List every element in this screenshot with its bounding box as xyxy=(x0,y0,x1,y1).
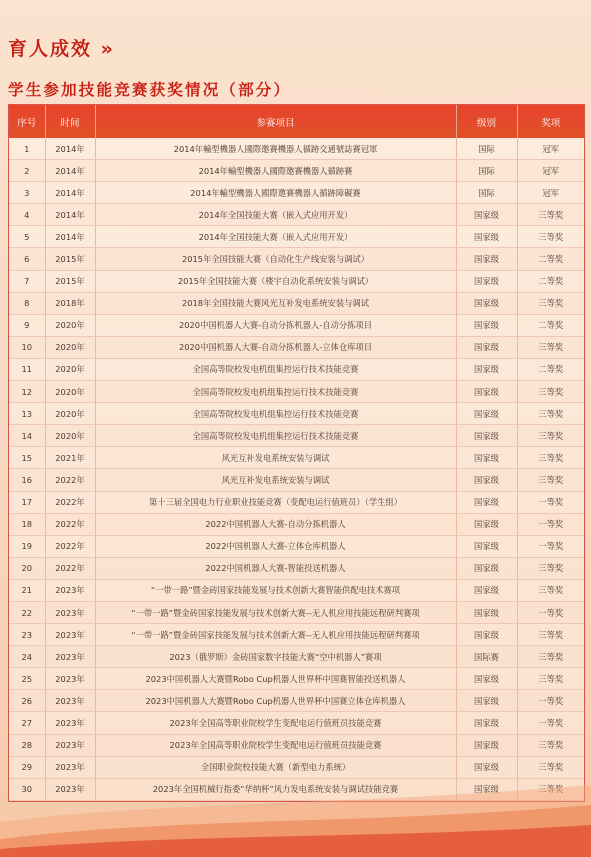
awards-table-container xyxy=(8,104,585,802)
cell-level: 国家级 xyxy=(456,668,517,690)
table-row xyxy=(9,403,584,425)
cell-award: 三等奖 xyxy=(517,579,584,601)
cell-event: 2014年全国技能大赛（嵌入式应用开发） xyxy=(95,226,456,248)
cell-time: 2023年 xyxy=(45,646,95,668)
cell-event: 2015年全国技能大赛（自动化生产线安装与调试） xyxy=(95,248,456,270)
cell-award: 一等奖 xyxy=(517,535,584,557)
cell-event: 全国高等院校发电机组集控运行技术技能竞赛 xyxy=(95,381,456,403)
table-row xyxy=(9,381,584,403)
cell-award: 冠军 xyxy=(517,160,584,182)
cell-time: 2015年 xyxy=(45,248,95,270)
cell-index: 29 xyxy=(9,756,45,778)
cell-level: 国家级 xyxy=(456,601,517,623)
cell-level: 国家级 xyxy=(456,425,517,447)
cell-award: 二等奖 xyxy=(517,270,584,292)
cell-level: 国家级 xyxy=(456,248,517,270)
cell-index: 24 xyxy=(9,646,45,668)
table-row xyxy=(9,668,584,690)
cell-level: 国家级 xyxy=(456,314,517,336)
cell-time: 2023年 xyxy=(45,712,95,734)
cell-event: 2014年全国技能大赛（嵌入式应用开发） xyxy=(95,204,456,226)
cell-level: 国家级 xyxy=(456,381,517,403)
cell-index: 19 xyxy=(9,535,45,557)
cell-index: 4 xyxy=(9,204,45,226)
cell-event: 全国职业院校技能大赛（新型电力系统） xyxy=(95,756,456,778)
cell-index: 16 xyxy=(9,469,45,491)
cell-event: 2014年輸型機器人國際邀賽機器人循跡障礙賽 xyxy=(95,182,456,204)
cell-level: 国家级 xyxy=(456,513,517,535)
awards-table xyxy=(9,105,584,801)
cell-award: 一等奖 xyxy=(517,601,584,623)
cell-award: 三等奖 xyxy=(517,425,584,447)
cell-index: 14 xyxy=(9,425,45,447)
cell-event: 风光互补发电系统安装与调试 xyxy=(95,469,456,491)
table-row xyxy=(9,491,584,513)
cell-index: 27 xyxy=(9,712,45,734)
cell-level: 国际 xyxy=(456,182,517,204)
cell-level: 国家级 xyxy=(456,469,517,491)
cell-index: 28 xyxy=(9,734,45,756)
cell-index: 7 xyxy=(9,270,45,292)
cell-award: 三等奖 xyxy=(517,778,584,800)
cell-level: 国家级 xyxy=(456,292,517,314)
cell-event: “一带一路”暨金砖国家技能发展与技术创新大赛--无人机应用技能远程研判赛项 xyxy=(95,624,456,646)
cell-event: 2023年全国高等职业院校学生变配电运行值班员技能竞赛 xyxy=(95,734,456,756)
table-row xyxy=(9,646,584,668)
table-row xyxy=(9,579,584,601)
cell-award: 三等奖 xyxy=(517,756,584,778)
cell-index: 6 xyxy=(9,248,45,270)
cell-time: 2018年 xyxy=(45,292,95,314)
cell-award: 三等奖 xyxy=(517,403,584,425)
cell-index: 8 xyxy=(9,292,45,314)
cell-time: 2014年 xyxy=(45,226,95,248)
cell-level: 国家级 xyxy=(456,270,517,292)
cell-level: 国家级 xyxy=(456,447,517,469)
table-row xyxy=(9,469,584,491)
column-header-index: 序号 xyxy=(9,105,45,138)
table-row xyxy=(9,690,584,712)
column-header-event: 参赛项目 xyxy=(95,105,456,138)
cell-time: 2022年 xyxy=(45,557,95,579)
cell-event: 风光互补发电系统安装与调试 xyxy=(95,447,456,469)
cell-level: 国家级 xyxy=(456,690,517,712)
cell-award: 三等奖 xyxy=(517,447,584,469)
column-header-level: 级别 xyxy=(456,105,517,138)
table-row xyxy=(9,138,584,160)
cell-index: 11 xyxy=(9,358,45,380)
cell-award: 一等奖 xyxy=(517,712,584,734)
cell-index: 13 xyxy=(9,403,45,425)
cell-award: 三等奖 xyxy=(517,292,584,314)
cell-index: 30 xyxy=(9,778,45,800)
cell-index: 3 xyxy=(9,182,45,204)
cell-award: 二等奖 xyxy=(517,358,584,380)
cell-level: 国家级 xyxy=(456,336,517,358)
cell-award: 三等奖 xyxy=(517,646,584,668)
cell-level: 国家级 xyxy=(456,756,517,778)
cell-event: 2015年全国技能大赛（楼宇自动化系统安装与调试） xyxy=(95,270,456,292)
cell-time: 2020年 xyxy=(45,381,95,403)
table-title: 学生参加技能竞赛获奖情况（部分） xyxy=(8,81,292,99)
table-body xyxy=(9,138,584,800)
cell-level: 国家级 xyxy=(456,624,517,646)
cell-award: 一等奖 xyxy=(517,491,584,513)
cell-event: “一带一路”暨金砖国家技能发展与技术创新大赛--无人机应用技能远程研判赛项 xyxy=(95,601,456,623)
cell-time: 2014年 xyxy=(45,204,95,226)
cell-award: 一等奖 xyxy=(517,690,584,712)
cell-index: 26 xyxy=(9,690,45,712)
table-row xyxy=(9,624,584,646)
cell-award: 二等奖 xyxy=(517,314,584,336)
cell-level: 国家级 xyxy=(456,557,517,579)
cell-event: 2023年全国高等职业院校学生变配电运行值班员技能竞赛 xyxy=(95,712,456,734)
table-row xyxy=(9,182,584,204)
table-row xyxy=(9,557,584,579)
cell-event: 全国高等院校发电机组集控运行技术技能竞赛 xyxy=(95,403,456,425)
cell-time: 2022年 xyxy=(45,513,95,535)
table-row xyxy=(9,204,584,226)
cell-time: 2021年 xyxy=(45,447,95,469)
cell-event: 全国高等院校发电机组集控运行技术技能竞赛 xyxy=(95,425,456,447)
table-row xyxy=(9,248,584,270)
cell-event: 2023中国机器人大赛暨Robo Cup机器人世界杯中国赛立体仓库机器人 xyxy=(95,690,456,712)
table-row xyxy=(9,425,584,447)
table-row xyxy=(9,734,584,756)
cell-event: 2014年輸型機器人國際邀賽機器人循跡交通號誌賽冠軍 xyxy=(95,138,456,160)
cell-award: 三等奖 xyxy=(517,624,584,646)
cell-index: 2 xyxy=(9,160,45,182)
table-row xyxy=(9,513,584,535)
cell-level: 国家级 xyxy=(456,579,517,601)
cell-level: 国家级 xyxy=(456,491,517,513)
column-header-award: 奖项 xyxy=(517,105,584,138)
cell-index: 1 xyxy=(9,138,45,160)
cell-event: 2020中国机器人大赛-自动分拣机器人-自动分拣项目 xyxy=(95,314,456,336)
cell-award: 三等奖 xyxy=(517,557,584,579)
cell-time: 2023年 xyxy=(45,624,95,646)
cell-index: 21 xyxy=(9,579,45,601)
cell-award: 三等奖 xyxy=(517,381,584,403)
section-title: 育人成效 » xyxy=(8,38,115,60)
cell-award: 三等奖 xyxy=(517,469,584,491)
cell-level: 国家级 xyxy=(456,712,517,734)
cell-event: 2018年全国技能大赛风光互补发电系统安装与调试 xyxy=(95,292,456,314)
cell-level: 国际赛 xyxy=(456,646,517,668)
cell-event: 2023（俄罗斯）金砖国家数字技能大赛“空中机器人”赛项 xyxy=(95,646,456,668)
cell-award: 一等奖 xyxy=(517,513,584,535)
cell-event: 2022中国机器人大赛-智能投送机器人 xyxy=(95,557,456,579)
table-row xyxy=(9,270,584,292)
cell-time: 2023年 xyxy=(45,668,95,690)
cell-level: 国际 xyxy=(456,160,517,182)
cell-level: 国际 xyxy=(456,138,517,160)
cell-index: 23 xyxy=(9,624,45,646)
cell-time: 2023年 xyxy=(45,734,95,756)
table-row xyxy=(9,314,584,336)
cell-award: 三等奖 xyxy=(517,734,584,756)
cell-award: 二等奖 xyxy=(517,248,584,270)
table-header xyxy=(9,105,584,138)
table-row xyxy=(9,292,584,314)
cell-event: 2023年全国机械行指委“华纳杯”风力发电系统安装与调试技能竞赛 xyxy=(95,778,456,800)
table-row xyxy=(9,226,584,248)
cell-award: 三等奖 xyxy=(517,336,584,358)
table-row xyxy=(9,601,584,623)
cell-level: 国家级 xyxy=(456,226,517,248)
cell-event: “一带一路”暨金砖国家技能发展与技术创新大赛智能供配电技术赛项 xyxy=(95,579,456,601)
cell-time: 2014年 xyxy=(45,160,95,182)
cell-event: 2014年輸型機器人國際邀賽機器人循跡賽 xyxy=(95,160,456,182)
cell-time: 2023年 xyxy=(45,690,95,712)
table-row xyxy=(9,535,584,557)
cell-time: 2022年 xyxy=(45,491,95,513)
cell-level: 国家级 xyxy=(456,403,517,425)
cell-event: 2023中国机器人大赛暨Robo Cup机器人世界杯中国赛智能投送机器人 xyxy=(95,668,456,690)
cell-time: 2020年 xyxy=(45,358,95,380)
cell-time: 2015年 xyxy=(45,270,95,292)
cell-index: 5 xyxy=(9,226,45,248)
table-row xyxy=(9,358,584,380)
cell-level: 国家级 xyxy=(456,734,517,756)
cell-event: 2022中国机器人大赛-自动分拣机器人 xyxy=(95,513,456,535)
cell-level: 国家级 xyxy=(456,358,517,380)
decorative-waves xyxy=(0,767,591,857)
table-row xyxy=(9,447,584,469)
cell-level: 国家级 xyxy=(456,204,517,226)
cell-time: 2022年 xyxy=(45,535,95,557)
cell-time: 2023年 xyxy=(45,579,95,601)
cell-level: 国家级 xyxy=(456,535,517,557)
cell-level: 国家级 xyxy=(456,778,517,800)
cell-award: 三等奖 xyxy=(517,226,584,248)
table-row xyxy=(9,160,584,182)
cell-event: 全国高等院校发电机组集控运行技术技能竞赛 xyxy=(95,358,456,380)
cell-event: 2020中国机器人大赛-自动分拣机器人-立体仓库项目 xyxy=(95,336,456,358)
cell-time: 2022年 xyxy=(45,469,95,491)
cell-index: 10 xyxy=(9,336,45,358)
cell-index: 15 xyxy=(9,447,45,469)
cell-index: 18 xyxy=(9,513,45,535)
cell-time: 2023年 xyxy=(45,778,95,800)
cell-award: 三等奖 xyxy=(517,204,584,226)
cell-event: 第十三届全国电力行业职业技能竞赛（变配电运行值班员）（学生组） xyxy=(95,491,456,513)
cell-time: 2020年 xyxy=(45,403,95,425)
cell-index: 25 xyxy=(9,668,45,690)
cell-award: 冠军 xyxy=(517,182,584,204)
cell-index: 9 xyxy=(9,314,45,336)
cell-event: 2022中国机器人大赛-立体仓库机器人 xyxy=(95,535,456,557)
cell-time: 2023年 xyxy=(45,756,95,778)
table-row xyxy=(9,336,584,358)
cell-time: 2014年 xyxy=(45,182,95,204)
cell-index: 17 xyxy=(9,491,45,513)
table-row xyxy=(9,712,584,734)
cell-time: 2020年 xyxy=(45,336,95,358)
cell-award: 三等奖 xyxy=(517,668,584,690)
cell-index: 20 xyxy=(9,557,45,579)
cell-index: 22 xyxy=(9,601,45,623)
cell-award: 冠军 xyxy=(517,138,584,160)
column-header-time: 时间 xyxy=(45,105,95,138)
cell-index: 12 xyxy=(9,381,45,403)
cell-time: 2014年 xyxy=(45,138,95,160)
cell-time: 2023年 xyxy=(45,601,95,623)
cell-time: 2020年 xyxy=(45,314,95,336)
cell-time: 2020年 xyxy=(45,425,95,447)
